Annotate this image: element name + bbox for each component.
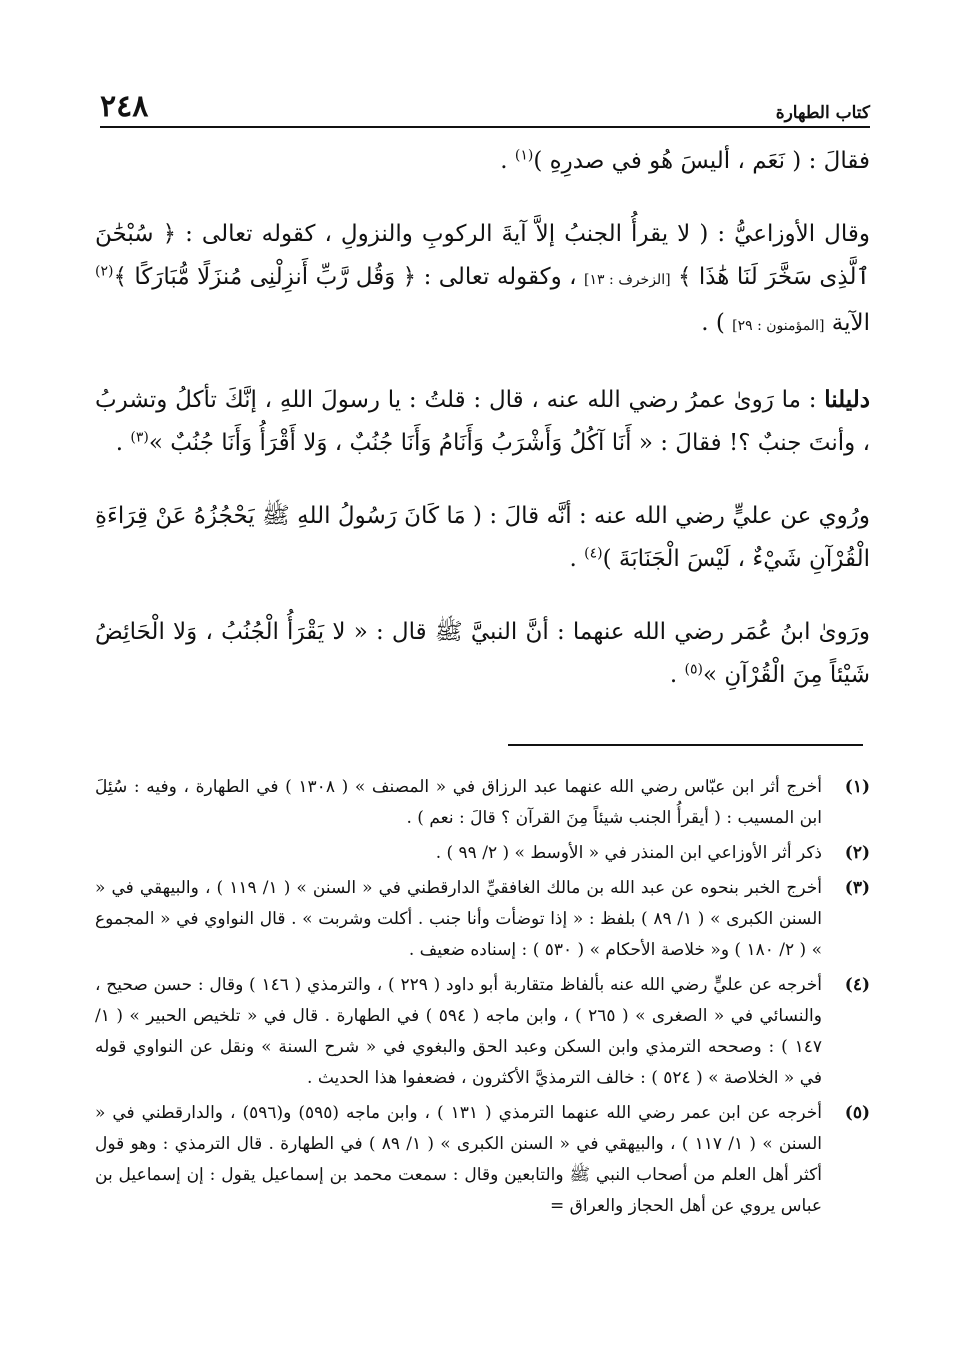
paragraph-lead: دليلنا — [824, 386, 870, 413]
running-title: كتاب الطهارة — [775, 103, 870, 123]
paragraph-text: الآية — [824, 310, 870, 336]
footnotes — [95, 772, 870, 1226]
paragraph-text: فقالَ : ( نَعَم ، أليسَ هُو في صدرِهِ ) — [533, 148, 870, 174]
footnote-number: (٤) — [844, 975, 870, 995]
footnote-text: أخرج أثر ابن عبّاس رضي الله عنهما عبد الرزاق في « المصنف » ( ١٣٠٨ ) في الطهارة ، وفيه : سُئِلَ ابن المسيب : ( أيقرأُ الجنب شيئاً مِنَ القرآن ؟ قالَ : نعم ) . — [95, 777, 822, 828]
footnote-1 — [95, 772, 870, 834]
paragraph-text: ورَوىٰ ابنُ عُمَر رضي الله عنهما : أنَّ النبيَّ ﷺ قال : « لا يَقْرَأُ الْجُنُبُ ، وَلا الْحَائِضُ شَيْئاً مِنَ الْقُرْآنِ » — [95, 619, 870, 688]
paragraph-text: ، وكقوله تعالى : ﴿ وَقُل رَّبِّ أَنزِلْنِى مُنزَلًا مُّبَارَكًا ﴾ — [113, 264, 584, 290]
footnote-number: (٥) — [844, 1103, 870, 1123]
footnote-ref: (١) — [514, 147, 534, 164]
verse-reference: [المؤمنون : ٢٩] — [732, 318, 825, 334]
verse-reference: [الزخرف : ١٣] — [583, 272, 671, 288]
footnote-ref: (٥) — [684, 661, 703, 678]
paragraph-text: ورُوي عن عليٍّ رضي الله عنه : أنَّه قالَ : ( مَا كَانَ رَسُولُ اللهِ ﷺ يَحْجُزُهُ عَنْ قِرَاءَةِ الْقُرْآنِ شَيْءٌ ، لَيْسَ الْجَنَابَةَ ) — [95, 503, 870, 572]
paragraph-end: . — [500, 148, 515, 174]
paragraph-text: وقال الأوزاعيُّ : ( لا يقرأُ الجنبُ إلاَّ آيةَ الركوبِ والنزولِ ، كقوله تعالى : ﴿ سُبْحَٰنَ ٱلَّذِى سَخَّرَ لَنَا هَٰذَا ﴾ — [95, 221, 870, 290]
footnote-3 — [95, 873, 870, 966]
paragraph-5 — [95, 611, 870, 697]
footnote-5 — [95, 1098, 870, 1222]
paragraph-2 — [95, 213, 870, 348]
footnote-4 — [95, 970, 870, 1094]
footnote-divider — [508, 744, 863, 746]
paragraph-4 — [95, 495, 870, 581]
footnote-text: أخرج الخبر بنحوه عن عبد الله بن مالك الغافقيِّ الدارقطني في « السنن » ( ١/ ١١٩ ) ، والبيهقي في « السنن الكبرى » ( ١/ ٨٩ ) بلفظ : « إذا توضأت وأنا جنب . أكلت وشربت » . قال النواوي في « المجموع » ( ٢/ ١٨٠ ) و« خلاصة الأحكام » ( ٥٣٠ ) : إسناده ضعيف . — [95, 878, 823, 960]
paragraph-end: . — [115, 430, 131, 456]
footnote-ref: (٣) — [130, 429, 149, 446]
page-header — [100, 88, 870, 128]
footnote-2 — [95, 838, 870, 869]
page-number: ٢٤٨ — [100, 89, 149, 124]
paragraph-end: . — [569, 546, 585, 572]
footnote-number: (٣) — [844, 878, 870, 898]
paragraph-end: ) . — [701, 310, 733, 336]
footnote-number: (٢) — [844, 843, 870, 863]
paragraph-text: : ما رَوىٰ عمرُ رضي الله عنه ، قال : قلتُ : يا رسولَ اللهِ ، إنَّكَ تأكلُ وتشربُ ، وأنتَ جنبٌ ؟! فقالَ : « أَنَا آكُلُ وَأَشْرَبُ وَأَنَامُ وَأَنَا جُنُبٌ ، وَلا أَقْرَأُ وَأَنَا جُنُبٌ » — [95, 387, 870, 456]
footnote-text: ذكر أثر الأوزاعي ابن المنذر في « الأوسط » ( ٢/ ٩٩ ) . — [435, 843, 822, 863]
paragraph-3 — [95, 378, 870, 465]
footnote-ref: (٤) — [584, 545, 603, 562]
main-text — [95, 140, 870, 727]
paragraph-1 — [95, 140, 870, 183]
paragraph-end: . — [669, 662, 685, 688]
footnote-text: أخرجه عن عليٍّ رضي الله عنه بألفاظ متقاربة أبو داود ( ٢٢٩ ) ، والترمذي ( ١٤٦ ) وقال : حسن صحيح ، والنسائي في « الصغرى » ( ٢٦٥ ) ، وابن ماجه ( ٥٩٤ ) في الطهارة . قال في « تلخيص الحبير » ( ١/ ١٤٧ ) : وصححه الترمذي وابن السكن وعبد الحق والبغوي في « شرح السنة » ونقل عن النواوي قوله في « الخلاصة » ( ٥٢٤ ) : خالف الترمذيَّ الأكثرون ، فضعفوا هذا الحديث . — [95, 975, 823, 1088]
footnote-ref: (٢) — [95, 263, 114, 280]
footnote-number: (١) — [844, 777, 870, 797]
footnote-text: أخرجه عن ابن عمر رضي الله عنهما الترمذي ( ١٣١ ) ، وابن ماجه (٥٩٥) و(٥٩٦) ، والدارقطني في « السنن » ( ١/ ١١٧ ) ، والبيهقي في « السنن الكبرى » ( ١/ ٨٩ ) في الطهارة . قال الترمذي : وهو قول أكثر أهل العلم من أصحاب النبي ﷺ والتابعين وقال : سمعت محمد بن إسماعيل يقول : إن إسماعيل بن عباس يروي عن أهل الحجاز والعراق = — [95, 1103, 822, 1216]
